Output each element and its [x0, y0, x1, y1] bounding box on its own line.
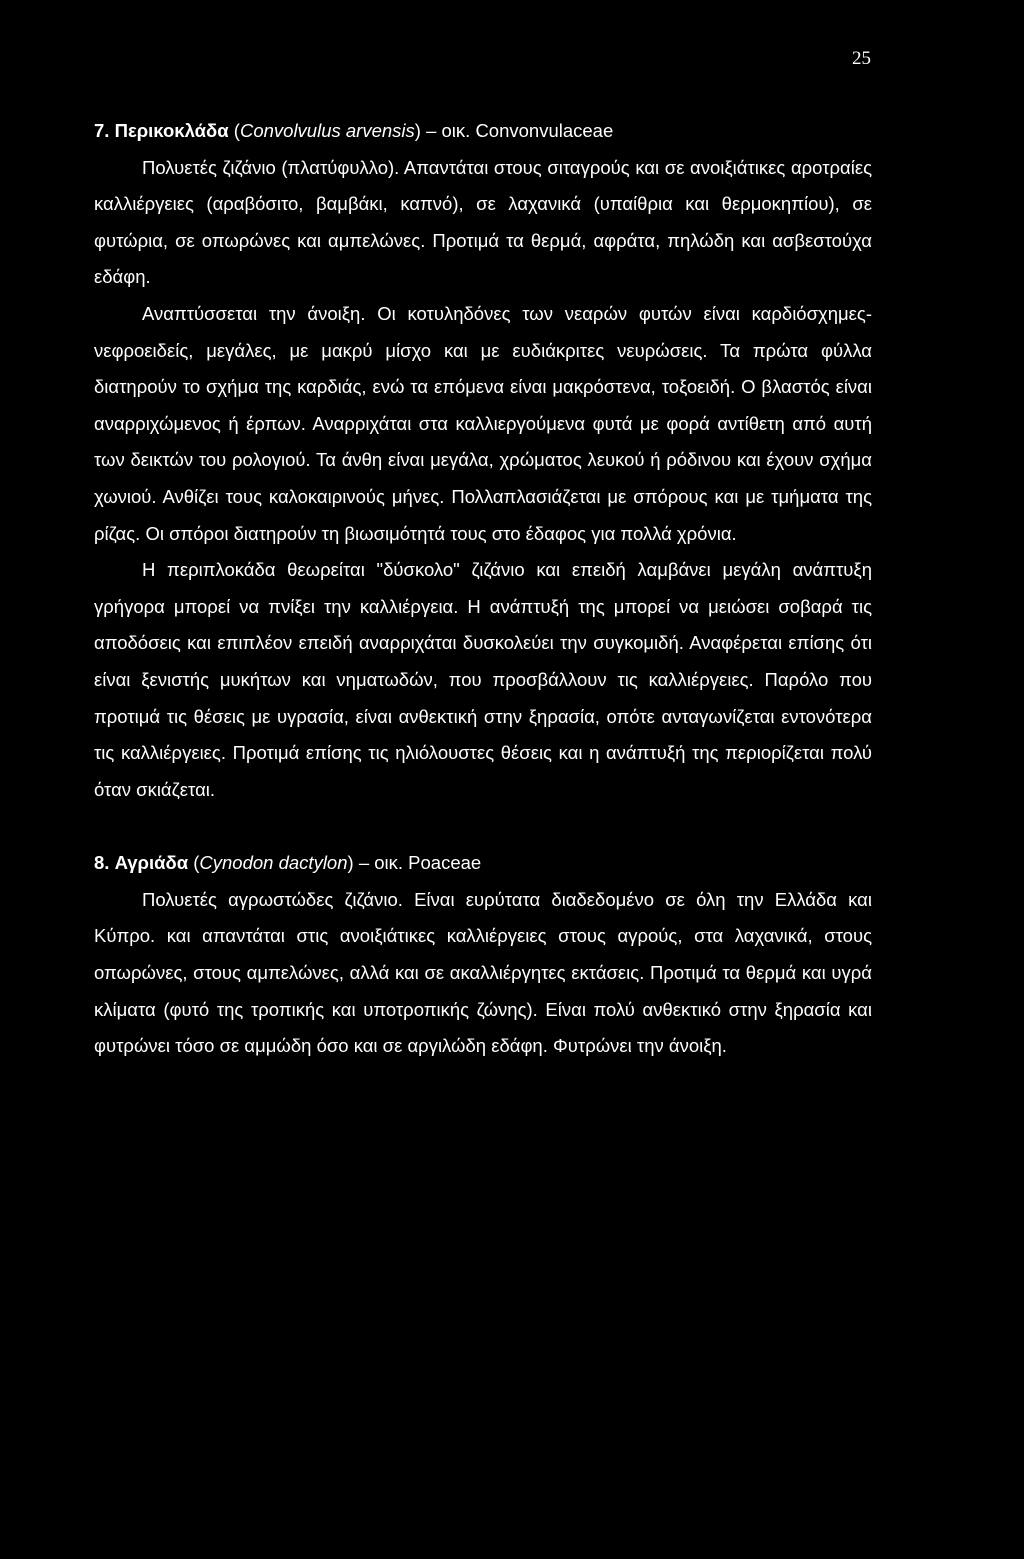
plant-latin-name: Convolvulus arvensis [239, 120, 415, 141]
section-number: 7. [94, 120, 110, 141]
plant-family: ) – οικ. Convonvulaceae [414, 120, 614, 141]
plant-common-name: Αγριάδα [114, 852, 189, 874]
paragraph: Αναπτύσσεται την άνοιξη. Οι κοτυληδόνες των νεαρών φυτών είναι καρδιόσχημες-νεφροειδείς, μεγάλες, με μακρύ μίσχο και με ευδιάκριτες νευρώσεις. Τα πρώτα φύλλα διατηρούν το σχήμα της καρδιάς, ενώ τα επόμενα είναι μακρόστενα, τοξοειδή. Ο βλαστός είναι αναρριχώμενος ή έρπων. Αναρριχάται στα καλλιεργούμενα φυτά με φορά αντίθετη από αυτή των δεικτών του ρολογιού. Τα άνθη είναι μεγάλα, χρώματος λευκού ή ρόδινου και έχουν σχήμα χωνιού. Ανθίζει τους καλοκαιρινούς μήνες. Πολλαπλασιάζεται με σπόρους και με τμήματα της ρίζας. Οι σπόροι διατηρούν τη βιωσιμότητά τους στο έδαφος για πολλά χρόνια. [94, 302, 872, 544]
page-number: 25 [852, 48, 871, 69]
section-heading-8 [94, 845, 872, 882]
section-spacer [94, 808, 872, 845]
plant-family: ) – οικ. Poaceae [347, 852, 482, 874]
heading-paren-open: ( [228, 120, 240, 141]
plant-common-name: Περικοκλάδα [114, 120, 229, 141]
page-content [94, 113, 872, 1065]
paragraph: Πολυετές αγρωστώδες ζιζάνιο. Είναι ευρύτατα διαδεδομένο σε όλη την Ελλάδα και Κύπρο. και απαντάται στις ανοιξιάτικες καλλιέργειες στους αγρούς, στα λαχανικά, στους οπωρώνες, στους αμπελώνες, αλλά και σε ακαλλιέργητες εκτάσεις. Προτιμά τα θερμά και υγρά κλίματα (φυτό της τροπικής και υποτροπικής ζώνης). Είναι πολύ ανθεκτικό στην ξηρασία και φυτρώνει τόσο σε αμμώδη όσο και σε αργιλώδη εδάφη. Φυτρώνει την άνοιξη. [94, 888, 872, 1057]
heading-paren-open: ( [188, 852, 200, 874]
section-number: 8. [94, 852, 110, 874]
paragraph: Η περιπλοκάδα θεωρείται "δύσκολο" ζιζάνιο και επειδή λαμβάνει μεγάλη ανάπτυξη γρήγορα μπορεί να πνίξει την καλλιέργεια. Η ανάπτυξή της μπορεί να μειώσει σοβαρά τις αποδόσεις και επιπλέον επειδή αναρριχάται δυσκολεύει την συγκομιδή. Αναφέρεται επίσης ότι είναι ξενιστής μυκήτων και νηματωδών, που προσβάλλουν τις καλλιέργειες. Παρόλο που προτιμά τις θέσεις με υγρασία, είναι ανθεκτική στην ξηρασία, οπότε ανταγωνίζεται εντονότερα τις καλλιέργειες. Προτιμά επίσης τις ηλιόλουστες θέσεις και η ανάπτυξή της περιορίζεται πολύ όταν σκιάζεται. [94, 559, 872, 800]
plant-latin-name: Cynodon dactylon [199, 852, 348, 874]
section-heading-7 [94, 113, 872, 150]
paragraph: Πολυετές ζιζάνιο (πλατύφυλλο). Απαντάται στους σιταγρούς και σε ανοιξιάτικες αροτραίες καλλιέργειες (αραβόσιτο, βαμβάκι, καπνό), σε λαχανικά (υπαίθρια και θερμοκηπίου), σε φυτώρια, σε οπωρώνες και αμπελώνες. Προτιμά τα θερμά, αφράτα, πηλώδη και ασβεστούχα εδάφη. [94, 156, 872, 288]
